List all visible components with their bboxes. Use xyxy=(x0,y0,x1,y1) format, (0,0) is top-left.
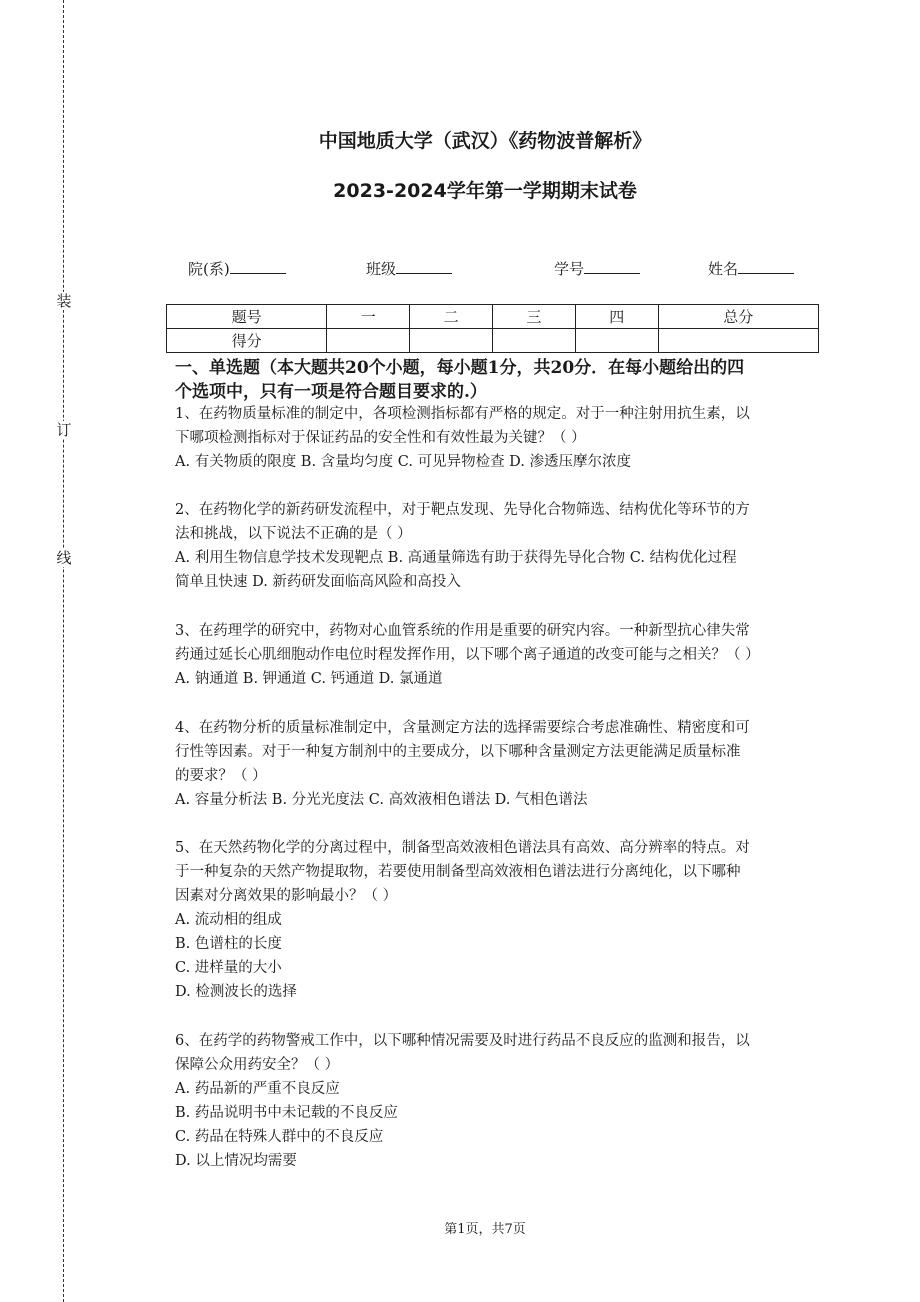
question-stem-line: 1、在药物质量标准的制定中，各项检测指标都有严格的规定。对于一种注射用抗生素，以 xyxy=(175,406,750,422)
info-class-label: 班级 xyxy=(366,260,397,278)
info-name xyxy=(708,258,794,279)
binding-char-xian: 线 xyxy=(56,549,72,567)
question-option: A. 药品新的严重不良反应 xyxy=(175,1081,340,1097)
section-heading-line: 个选项中，只有一项是符合题目要求的.） xyxy=(175,382,487,402)
section-heading-line: 一、单选题（本大题共20个小题，每小题1分，共20分．在每小题给出的四 xyxy=(175,358,745,378)
department-blank[interactable] xyxy=(230,259,286,274)
exam-title-term: 2023-2024学年第一学期期末试卷 xyxy=(333,180,637,202)
question-option: D. 检测波长的选择 xyxy=(175,984,297,1000)
question-option: B. 色谱柱的长度 xyxy=(175,936,282,952)
score-table xyxy=(166,304,819,353)
question-options: 简单且快速 D. 新药研发面临高风险和高投入 xyxy=(175,574,461,590)
student-id-blank[interactable] xyxy=(584,259,640,274)
question-option: C. 药品在特殊人群中的不良反应 xyxy=(175,1129,384,1145)
question-stem-line: 药通过延长心肌细胞动作电位时程发挥作用，以下哪个离子通道的改变可能与之相关？（ ） xyxy=(175,647,760,663)
question-2 xyxy=(175,498,820,594)
info-name-label: 姓名 xyxy=(708,260,739,278)
score-header-cell: 题号 xyxy=(167,305,327,329)
question-5 xyxy=(175,836,820,1004)
score-cell[interactable] xyxy=(658,329,818,353)
binding-char-ding: 订 xyxy=(56,421,72,439)
info-student-id-label: 学号 xyxy=(554,260,585,278)
score-cell[interactable] xyxy=(410,329,493,353)
question-option: D. 以上情况均需要 xyxy=(175,1153,297,1169)
info-department xyxy=(188,258,286,279)
info-class xyxy=(366,258,452,279)
score-table-score-row xyxy=(167,329,819,353)
question-1 xyxy=(175,402,820,474)
score-cell[interactable] xyxy=(575,329,658,353)
section-heading xyxy=(175,356,825,404)
info-student-id xyxy=(554,258,640,279)
question-4 xyxy=(175,716,820,812)
score-header-cell: 三 xyxy=(492,305,575,329)
score-cell[interactable] xyxy=(327,329,410,353)
question-option: B. 药品说明书中未记载的不良反应 xyxy=(175,1105,398,1121)
name-blank[interactable] xyxy=(738,259,794,274)
score-row-label: 得分 xyxy=(167,329,327,353)
question-options: A. 容量分析法 B. 分光光度法 C. 高效液相色谱法 D. 气相色谱法 xyxy=(175,792,588,808)
question-stem-line: 6、在药学的药物警戒工作中，以下哪种情况需要及时进行药品不良反应的监测和报告，以 xyxy=(175,1033,750,1049)
question-stem-line: 因素对分离效果的影响最小？（ ） xyxy=(175,888,398,904)
question-stem-line: 保障公众用药安全？（ ） xyxy=(175,1057,340,1073)
question-options: A. 利用生物信息学技术发现靶点 B. 高通量筛选有助于获得先导化合物 C. 结构优化过程 xyxy=(175,550,737,566)
score-header-cell: 总分 xyxy=(658,305,818,329)
binding-char-zhuang: 装 xyxy=(56,292,72,310)
score-table-header-row xyxy=(167,305,819,329)
question-options: A. 钠通道 B. 钾通道 C. 钙通道 D. 氯通道 xyxy=(175,671,443,687)
question-3 xyxy=(175,619,820,691)
score-header-cell: 一 xyxy=(327,305,410,329)
score-cell[interactable] xyxy=(492,329,575,353)
question-stem-line: 5、在天然药物化学的分离过程中，制备型高效液相色谱法具有高效、高分辨率的特点。对 xyxy=(175,840,750,856)
page-footer: 第1页，共7页 xyxy=(444,1222,526,1237)
info-department-label: 院(系) xyxy=(188,260,230,278)
question-stem-line: 3、在药理学的研究中，药物对心血管系统的作用是重要的研究内容。一种新型抗心律失常 xyxy=(175,623,750,639)
question-stem-line: 下哪项检测指标对于保证药品的安全性和有效性最为关键？（ ） xyxy=(175,430,586,446)
question-stem-line: 4、在药物分析的质量标准制定中，含量测定方法的选择需要综合考虑准确性、精密度和可 xyxy=(175,720,750,736)
question-stem-line: 2、在药物化学的新药研发流程中，对于靶点发现、先导化合物筛选、结构优化等环节的方 xyxy=(175,502,750,518)
score-header-cell: 四 xyxy=(575,305,658,329)
question-stem-line: 于一种复杂的天然产物提取物，若要使用制备型高效液相色谱法进行分离纯化，以下哪种 xyxy=(175,864,741,880)
question-option: A. 流动相的组成 xyxy=(175,912,282,928)
question-6 xyxy=(175,1029,820,1173)
question-option: C. 进样量的大小 xyxy=(175,960,282,976)
question-stem-line: 行性等因素。对于一种复方制剂中的主要成分，以下哪种含量测定方法更能满足质量标准 xyxy=(175,744,741,760)
question-stem-line: 的要求？（ ） xyxy=(175,768,267,784)
exam-title-university: 中国地质大学（武汉）《药物波普解析》 xyxy=(318,130,652,152)
question-options: A. 有关物质的限度 B. 含量均匀度 C. 可见异物检查 D. 渗透压摩尔浓度 xyxy=(175,454,632,470)
class-blank[interactable] xyxy=(396,259,452,274)
question-stem-line: 法和挑战，以下说法不正确的是（ ） xyxy=(175,526,412,542)
score-header-cell: 二 xyxy=(410,305,493,329)
